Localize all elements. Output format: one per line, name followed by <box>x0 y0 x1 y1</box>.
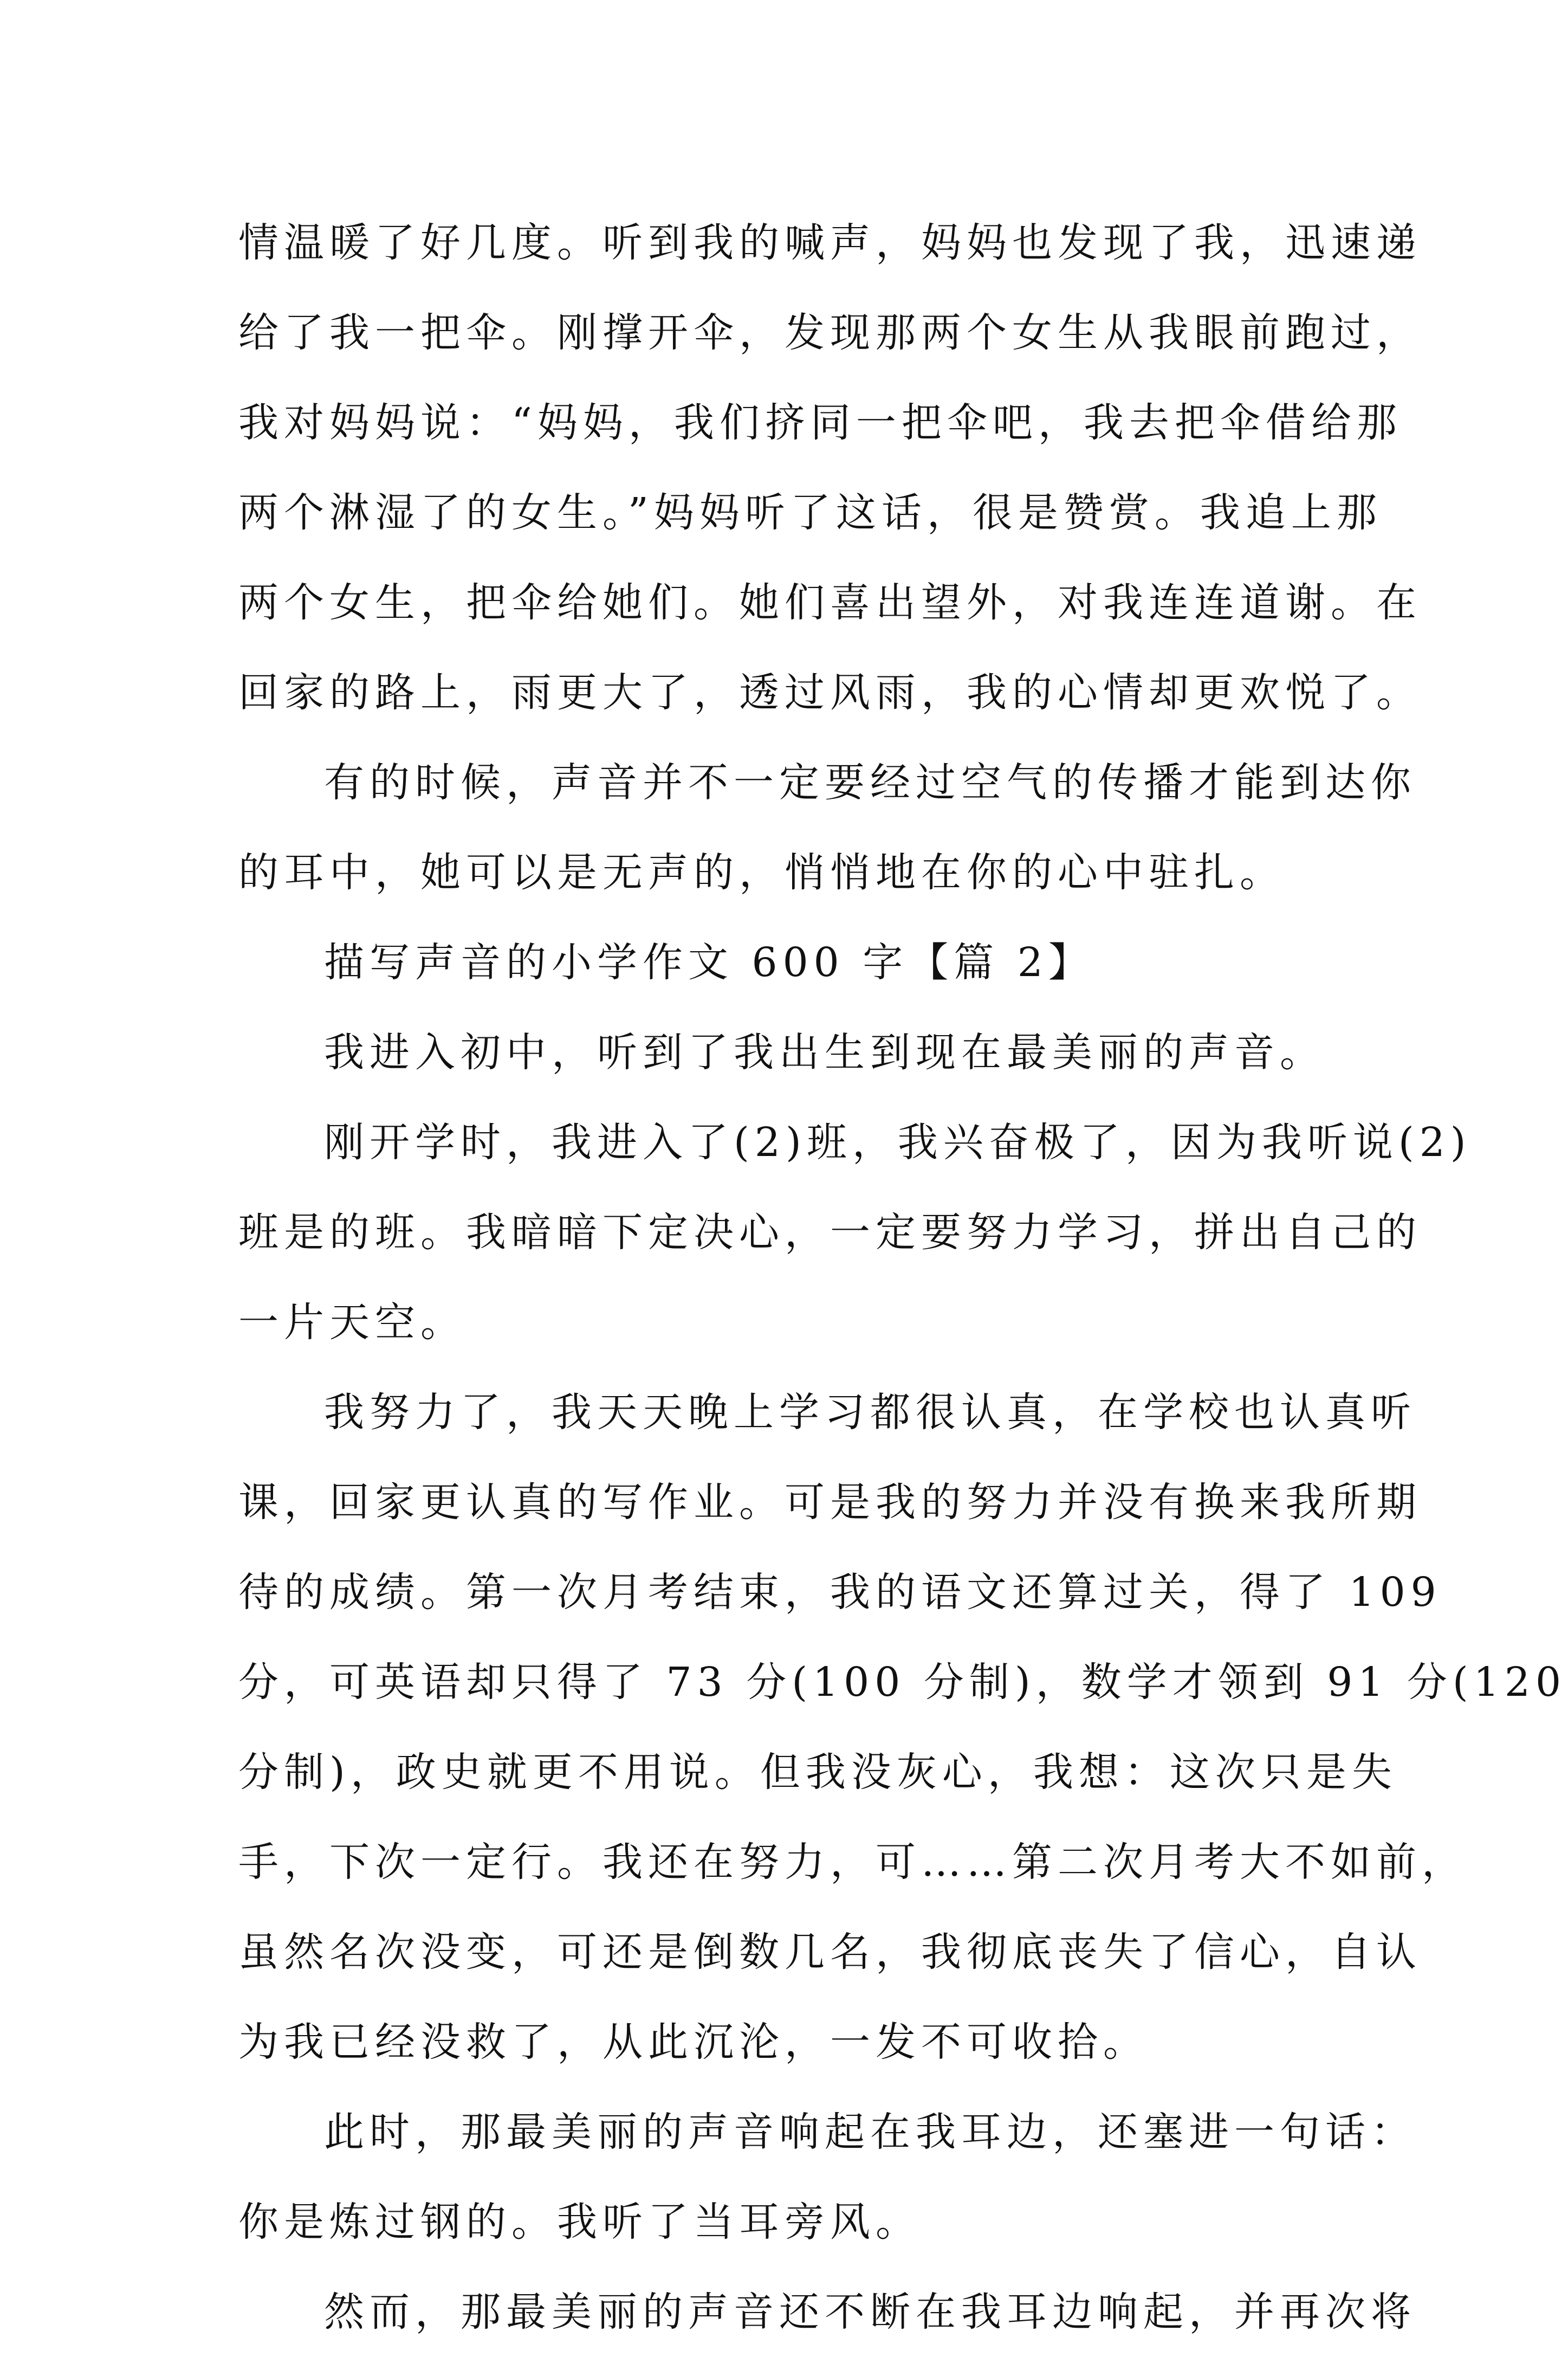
text-line: 两个淋湿了的女生。”妈妈听了这话，很是赞赏。我追上那 <box>238 489 1382 536</box>
text-line: 我对妈妈说：“妈妈，我们挤同一把伞吧，我去把伞借给那 <box>238 399 1402 446</box>
paragraph-first-line: 此时，那最美丽的声音响起在我耳边，还塞进一句话： <box>324 2109 1416 2155</box>
text-line: 回家的路上，雨更大了，透过风雨，我的心情却更欢悦了。 <box>238 669 1422 716</box>
text-line: 的耳中，她可以是无声的，悄悄地在你的心中驻扎。 <box>238 849 1285 896</box>
text-line: 分制)，政史就更不用说。但我没灰心，我想：这次只是失 <box>238 1749 1397 1796</box>
text-line: 一片天空。 <box>238 1299 466 1346</box>
text-line: 班是的班。我暗暗下定决心，一定要努力学习，拼出自己的 <box>238 1209 1422 1256</box>
text-line: 给了我一把伞。刚撑开伞，发现那两个女生从我眼前跑过， <box>238 309 1422 356</box>
section-heading: 描写声音的小学作文 600 字【篇 2】 <box>324 939 1094 986</box>
text-line: 两个女生，把伞给她们。她们喜出望外，对我连连道谢。在 <box>238 579 1422 626</box>
text-line: 课，回家更认真的写作业。可是我的努力并没有换来我所期 <box>238 1479 1422 1526</box>
text-line: 为我已经没救了，从此沉沦，一发不可收拾。 <box>238 2019 1149 2065</box>
text-line: 情温暖了好几度。听到我的喊声，妈妈也发现了我，迅速递 <box>238 219 1422 266</box>
article-body <box>238 198 1567 2357</box>
text-line: 分，可英语却只得了 73 分(100 分制)，数学才领到 91 分(120 <box>238 1659 1567 1706</box>
text-line: 虽然名次没变，可还是倒数几名，我彻底丧失了信心，自认 <box>238 1929 1422 1975</box>
text-line: 待的成绩。第一次月考结束，我的语文还算过关，得了 109 <box>238 1569 1442 1616</box>
text-line: 手，下次一定行。我还在努力，可……第二次月考大不如前， <box>238 1839 1467 1885</box>
paragraph-first-line: 我努力了，我天天晚上学习都很认真，在学校也认真听 <box>324 1389 1416 1436</box>
paragraph-first-line: 我进入初中，听到了我出生到现在最美丽的声音。 <box>324 1029 1325 1076</box>
paragraph-first-line: 刚开学时，我进入了(2)班，我兴奋极了，因为我听说(2) <box>324 1119 1472 1166</box>
paragraph-first-line: 然而，那最美丽的声音还不断在我耳边响起，并再次将 <box>324 2289 1416 2335</box>
text-line: 你是炼过钢的。我听了当耳旁风。 <box>238 2199 921 2245</box>
paragraph-first-line: 有的时候，声音并不一定要经过空气的传播才能到达你 <box>324 759 1416 806</box>
